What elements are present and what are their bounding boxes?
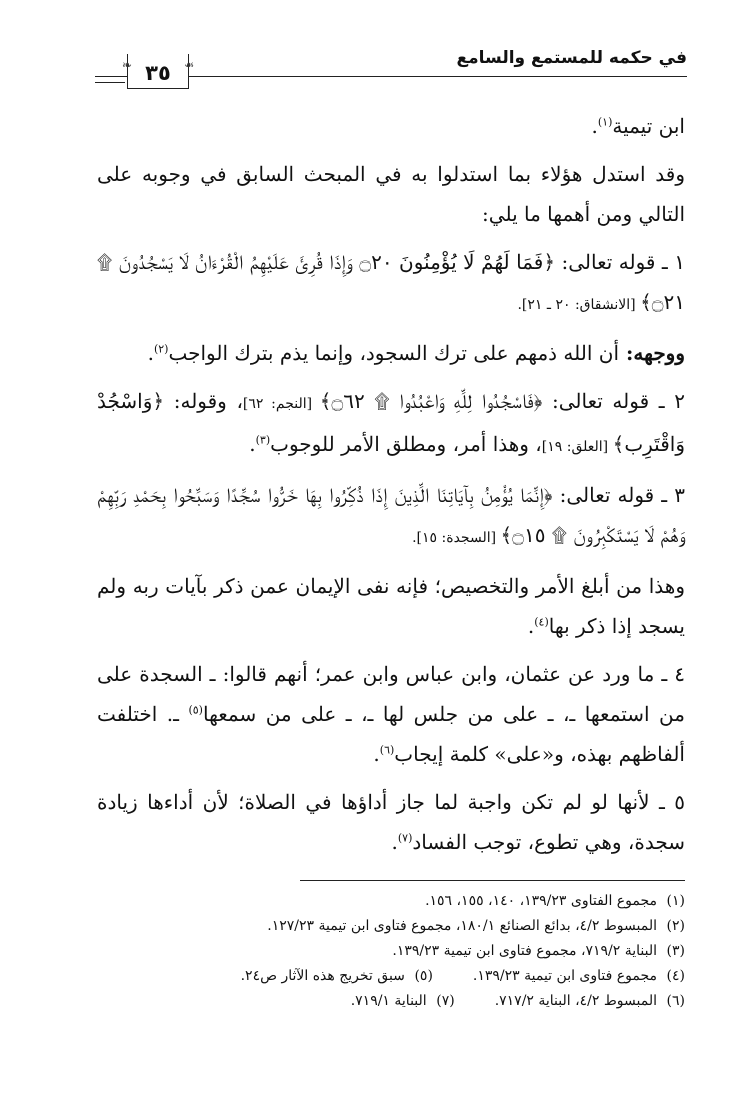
text: .: [147, 341, 154, 365]
footnote-5: [241, 964, 433, 989]
paragraph-6: [97, 566, 685, 646]
footnote-3: [97, 939, 685, 964]
text: وهذا من أبلغ الأمر والتخصيص؛ فإنه نفى الإيمان عمن ذكر بآيات ربه ولم يسجد إذا ذكر بها: [97, 574, 685, 638]
footnote-text: مجموع الفتاوى ١٣٩/٢٣، ١٤٠، ١٥٥، ١٥٦.: [425, 893, 657, 909]
footnote-number: (٥): [414, 968, 433, 984]
footnote-rule: [300, 880, 685, 881]
verse-reference: [النجم: ٦٢]: [242, 396, 320, 412]
paragraph-7: [97, 654, 685, 774]
footnote-text: مجموع فتاوى ابن تيمية ١٣٩/٢٣.: [472, 968, 657, 984]
text: .: [373, 742, 380, 766]
verse-reference: [العلق: ١٩]: [541, 439, 613, 455]
text: .: [527, 614, 535, 638]
footnote-number: (٦): [666, 993, 685, 1009]
page-number: ❧ ٣٥ ❧: [127, 54, 189, 89]
footnote-ref-4: (٤): [534, 615, 549, 629]
text: ابن تيمية: [612, 114, 685, 138]
text: ـ. اختلفت ألفاظهم بهذه، و«على» كلمة إيجاب: [97, 702, 685, 766]
text: ٤ ـ ما ورد عن عثمان، وابن عباس وابن عمر؛ أنهم قالوا: ـ السجدة على من استمعها ـ، ـ على من جلس لها ـ، ـ على من سمعها: [97, 662, 685, 726]
item-lead: ١ ـ قوله تعالى:: [555, 250, 686, 274]
footnote-ref-5: (٥): [188, 703, 203, 717]
footnote-text: سبق تخريج هذه الآثار ص٢٤.: [240, 968, 405, 984]
footnote-4: [473, 964, 685, 989]
footnote-ref-3: (٣): [255, 433, 271, 447]
footnote-text: البناية ٧١٩/١.: [350, 993, 427, 1009]
text: .: [591, 114, 598, 138]
footnote-row: [97, 964, 685, 989]
footnote-ref-6: (٦): [379, 743, 395, 757]
verse-reference: [الانشقاق: ٢٠ ـ ٢١].: [517, 297, 641, 313]
text: أن الله ذمهم على ترك السجود، وإنما يذم بترك الواجب: [168, 341, 620, 365]
text: ، وقوله:: [164, 389, 243, 413]
running-title: في حكمه للمستمع والسامع: [456, 48, 687, 68]
quran-verse: ﴿فَاسْجُدُوا لِلَّهِ وَاعْبُدُوا ۩ ۝٦٢﴾: [319, 389, 543, 413]
quran-verse: ﴿فَمَا لَهُمْ لَا يُؤْمِنُونَ ۝٢٠ وَإِذَا قُرِئَ عَلَيْهِمُ الْقُرْءَانُ لَا يَسْجُدُونَ ۩ ۝٢١﴾: [97, 250, 685, 314]
paragraph-3: [97, 333, 685, 373]
footnote-text: المبسوط ٤/٢، بدائع الصنائع ١٨٠/١، مجموع فتاوى ابن تيمية ١٢٧/٢٣.: [267, 918, 657, 934]
paragraph-2: [97, 242, 685, 325]
footnote-number: (٣): [666, 943, 685, 959]
footnote-number: (٧): [436, 993, 455, 1009]
footnote-number: (٤): [666, 968, 685, 984]
item-lead: ٢ ـ قوله تعالى:: [542, 389, 685, 413]
paragraph-8: [97, 782, 685, 862]
item-lead: ٣ ـ قوله تعالى:: [552, 483, 685, 507]
footnote-text: المبسوط ٤/٢، البناية ٧١٧/٢.: [494, 993, 657, 1009]
main-text: [97, 106, 685, 862]
paragraph-4: [97, 381, 685, 467]
header-rule-short: [95, 82, 125, 83]
footnote-ref-7: (٧): [397, 831, 413, 845]
text: .: [391, 830, 398, 854]
footnote-ref-2: (٢): [153, 342, 169, 356]
page-header: [95, 48, 687, 94]
verse-reference: [السجدة: ١٥].: [412, 530, 501, 546]
quran-verse: ﴿إِنَّمَا يُؤْمِنُ بِآيَاتِنَا الَّذِينَ إِذَا ذُكِّرُوا بِهَا خَرُّوا سُجَّدًا وَسَبَّحُوا بِحَمْدِ رَبِّهِمْ وَهُمْ لَا يَسْتَكْبِرُونَ ۩ ۝١٥﴾: [97, 483, 685, 547]
item-lead: ووجهه:: [619, 341, 685, 365]
text: ٥ ـ لأنها لو لم تكن واجبة لما جاز أداؤها في الصلاة؛ لأن أداءها زيادة سجدة، وهي تطوع، توجب الفساد: [97, 790, 685, 854]
quran-verse: ﴿وَاسْجُدْ وَاقْتَرِب﴾: [97, 389, 685, 456]
text: .: [249, 432, 256, 456]
paragraph-0: [97, 106, 685, 146]
paragraph-5: [97, 475, 685, 558]
footnote-number: (٢): [666, 918, 685, 934]
footnotes: [97, 889, 685, 1014]
footnote-7: [351, 989, 455, 1014]
paragraph-1: وقد استدل هؤلاء بما استدلوا به في المبحث السابق في وجوبه على التالي ومن أهمها ما يلي:: [97, 162, 685, 226]
footnote-6: [495, 989, 685, 1014]
footnote-2: [97, 914, 685, 939]
text: ، وهذا أمر، ومطلق الأمر للوجوب: [270, 432, 542, 456]
footnote-number: (١): [666, 893, 685, 909]
footnote-1: [97, 889, 685, 914]
footnote-ref-1: (١): [597, 115, 613, 129]
footnote-text: البناية ٧١٩/٢، مجموع فتاوى ابن تيمية ١٣٩/٢٣.: [392, 943, 657, 959]
footnote-row: [97, 989, 685, 1014]
